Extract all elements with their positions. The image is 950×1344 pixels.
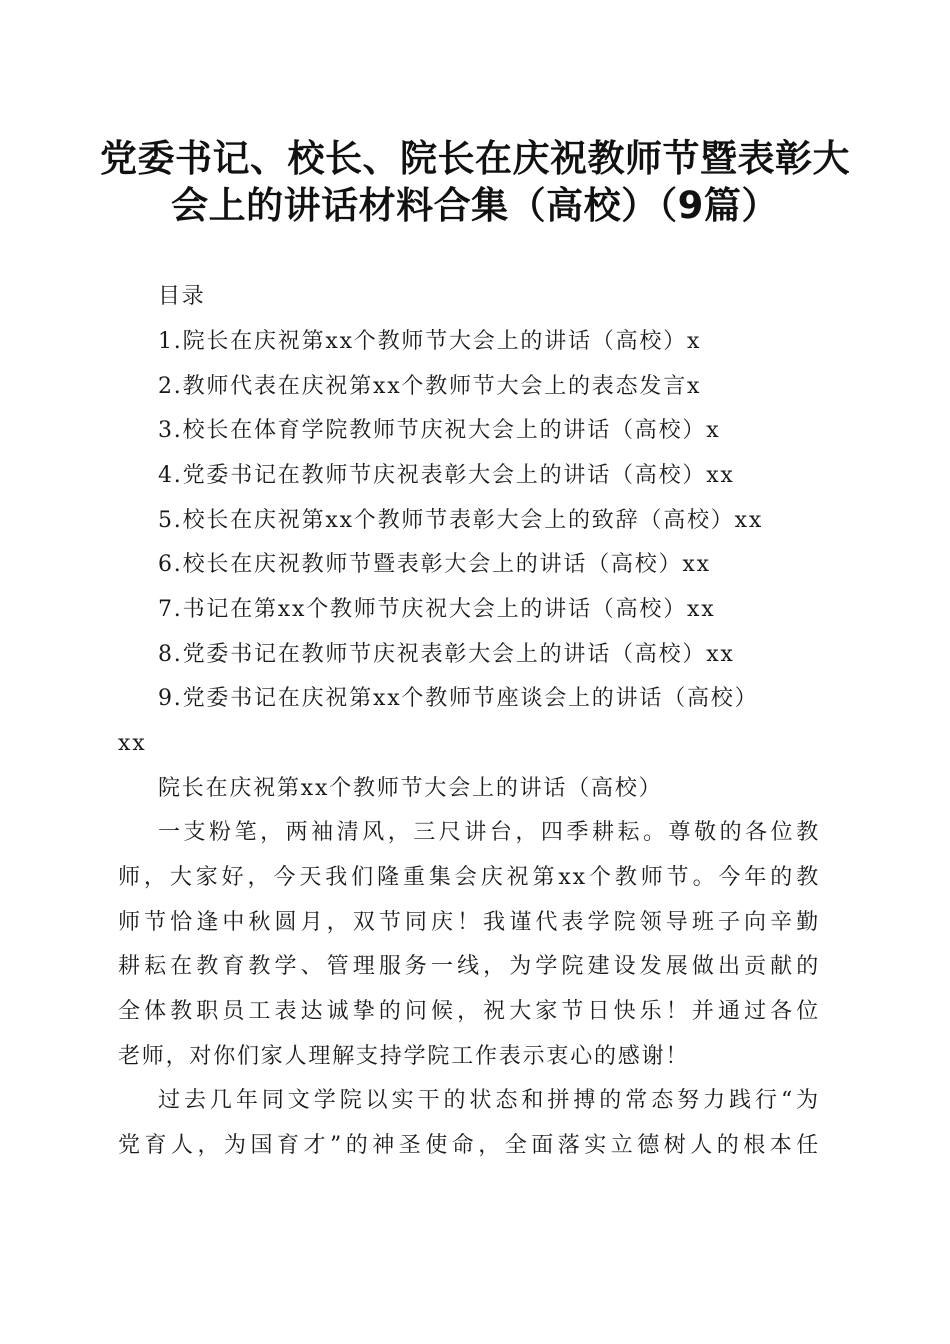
document-title-line-2: 会上的讲话材料合集（高校）（9篇） xyxy=(171,184,779,227)
paragraph-2-line-1: 过去几年同文学院以实干的状态和拼搏的常态努力践行“为 xyxy=(158,1088,820,1113)
toc-item-3: 3.校长在体育学院教师节庆祝大会上的讲话（高校）x xyxy=(158,418,721,443)
section-heading: 院长在庆祝第xx个教师节大会上的讲话（高校） xyxy=(158,776,663,801)
toc-item-7: 7.书记在第xx个教师节庆祝大会上的讲话（高校）xx xyxy=(158,597,716,622)
paragraph-1-line-6: 老师，对你们家人理解支持学院工作表示衷心的感谢！ xyxy=(118,1044,690,1069)
toc-item-6: 6.校长在庆祝教师节暨表彰大会上的讲话（高校）xx xyxy=(158,552,711,577)
toc-item-5: 5.校长在庆祝第xx个教师节表彰大会上的致辞（高校）xx xyxy=(158,508,764,533)
toc-item-8: 8.党委书记在教师节庆祝表彰大会上的讲话（高校）xx xyxy=(158,642,735,667)
paragraph-1-line-4: 耕耘在教育教学、管理服务一线，为学院建设发展做出贡献的 xyxy=(118,954,820,979)
paragraph-1-line-1: 一支粉笔，两袖清风，三尺讲台，四季耕耘。尊敬的各位教 xyxy=(158,820,820,845)
toc-item-9: 9.党委书记在庆祝第xx个教师节座谈会上的讲话（高校） xyxy=(158,686,759,711)
toc-item-1: 1.院长在庆祝第xx个教师节大会上的讲话（高校）x xyxy=(158,329,702,354)
paragraph-1-line-5: 全体教职员工表达诚挚的问候，祝大家节日快乐！并通过各位 xyxy=(118,999,820,1024)
toc-item-9-page: xx xyxy=(118,731,147,756)
toc-heading: 目录 xyxy=(158,284,206,309)
paragraph-1-line-3: 师节恰逢中秋圆月，双节同庆！我谨代表学院领导班子向辛勤 xyxy=(118,910,820,935)
toc-item-4: 4.党委书记在教师节庆祝表彰大会上的讲话（高校）xx xyxy=(158,463,735,488)
paragraph-1-line-2: 师，大家好，今天我们隆重集会庆祝第xx个教师节。今年的教 xyxy=(118,865,820,890)
toc-item-2: 2.教师代表在庆祝第xx个教师节大会上的表态发言x xyxy=(158,374,702,399)
paragraph-2-line-2: 党育人，为国育才”的神圣使命，全面落实立德树人的根本任 xyxy=(118,1133,820,1158)
document-title-line-1: 党委书记、校长、院长在庆祝教师节暨表彰大 xyxy=(100,137,850,180)
